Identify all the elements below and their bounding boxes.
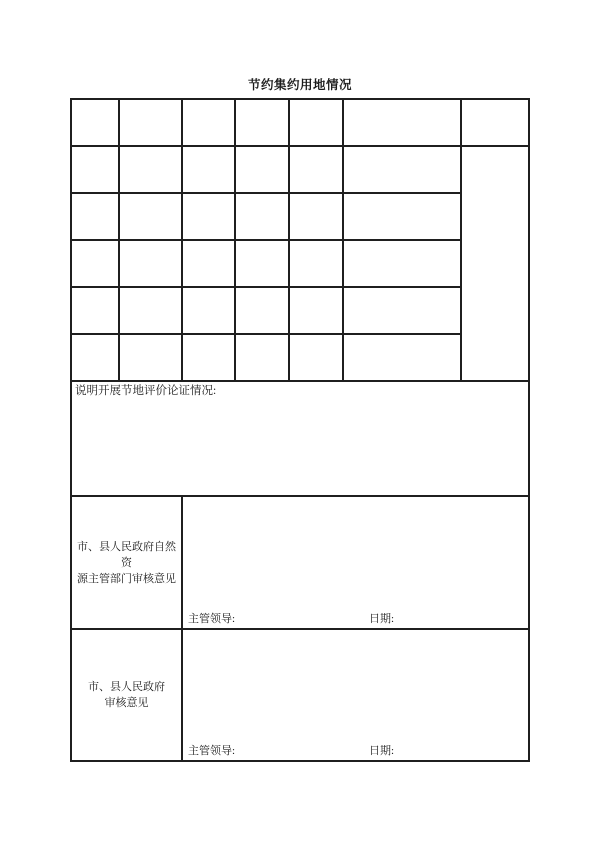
grid-cell — [182, 99, 235, 146]
grid-cell — [235, 240, 289, 287]
grid-cell — [182, 334, 235, 381]
grid-row — [71, 334, 529, 381]
grid-cell — [235, 193, 289, 240]
grid-cell — [71, 334, 119, 381]
section-content-cell — [182, 496, 529, 629]
merged-side-cell — [461, 146, 529, 381]
leader-label: 主管领导: — [188, 745, 236, 757]
grid-cell — [235, 99, 289, 146]
grid-cell — [289, 146, 343, 193]
grid-cell — [289, 240, 343, 287]
grid-row — [71, 193, 529, 240]
grid-cell — [182, 240, 235, 287]
signature-area — [183, 744, 528, 759]
grid-cell — [119, 99, 182, 146]
note-cell — [71, 381, 529, 496]
grid-cell — [235, 146, 289, 193]
grid-cell — [289, 193, 343, 240]
page-title: 节约集约用地情况 — [247, 78, 352, 92]
grid-cell — [182, 146, 235, 193]
grid-cell — [71, 193, 119, 240]
grid-cell — [119, 146, 182, 193]
signature-area — [183, 612, 528, 627]
grid-cell — [461, 99, 529, 146]
grid-cell — [182, 193, 235, 240]
grid-cell — [289, 287, 343, 334]
grid-cell — [71, 99, 119, 146]
section-label-cell — [71, 629, 182, 761]
grid-cell — [343, 287, 461, 334]
section-label-cell — [71, 496, 182, 629]
grid-cell — [289, 334, 343, 381]
grid-cell — [119, 334, 182, 381]
grid-cell — [343, 193, 461, 240]
grid-cell — [343, 146, 461, 193]
grid-row — [71, 146, 529, 193]
grid-cell — [119, 287, 182, 334]
grid-cell — [71, 240, 119, 287]
grid-cell — [289, 99, 343, 146]
section-label-line: 市、县人民政府自然资 — [77, 540, 176, 569]
grid-cell — [235, 334, 289, 381]
note-label: 说明开展节地评价论证情况: — [75, 385, 217, 397]
note-row — [71, 381, 529, 496]
grid-header-row — [71, 99, 529, 146]
date-label: 日期: — [369, 613, 395, 625]
section-content-cell — [182, 629, 529, 761]
grid-cell — [235, 287, 289, 334]
grid-cell — [71, 146, 119, 193]
grid-row — [71, 240, 529, 287]
land-use-form-table — [70, 98, 530, 762]
grid-cell — [119, 193, 182, 240]
grid-cell — [343, 99, 461, 146]
grid-cell — [343, 240, 461, 287]
section-label-line: 源主管部门审核意见 — [77, 572, 176, 585]
grid-cell — [119, 240, 182, 287]
section-label-line: 市、县人民政府 — [88, 681, 165, 693]
review-section-row — [71, 496, 529, 629]
grid-cell — [182, 287, 235, 334]
leader-label: 主管领导: — [188, 613, 236, 625]
review-section-row — [71, 629, 529, 761]
date-label: 日期: — [369, 745, 395, 757]
grid-row — [71, 287, 529, 334]
grid-cell — [71, 287, 119, 334]
section-label-line: 审核意见 — [104, 697, 149, 709]
grid-cell — [343, 334, 461, 381]
